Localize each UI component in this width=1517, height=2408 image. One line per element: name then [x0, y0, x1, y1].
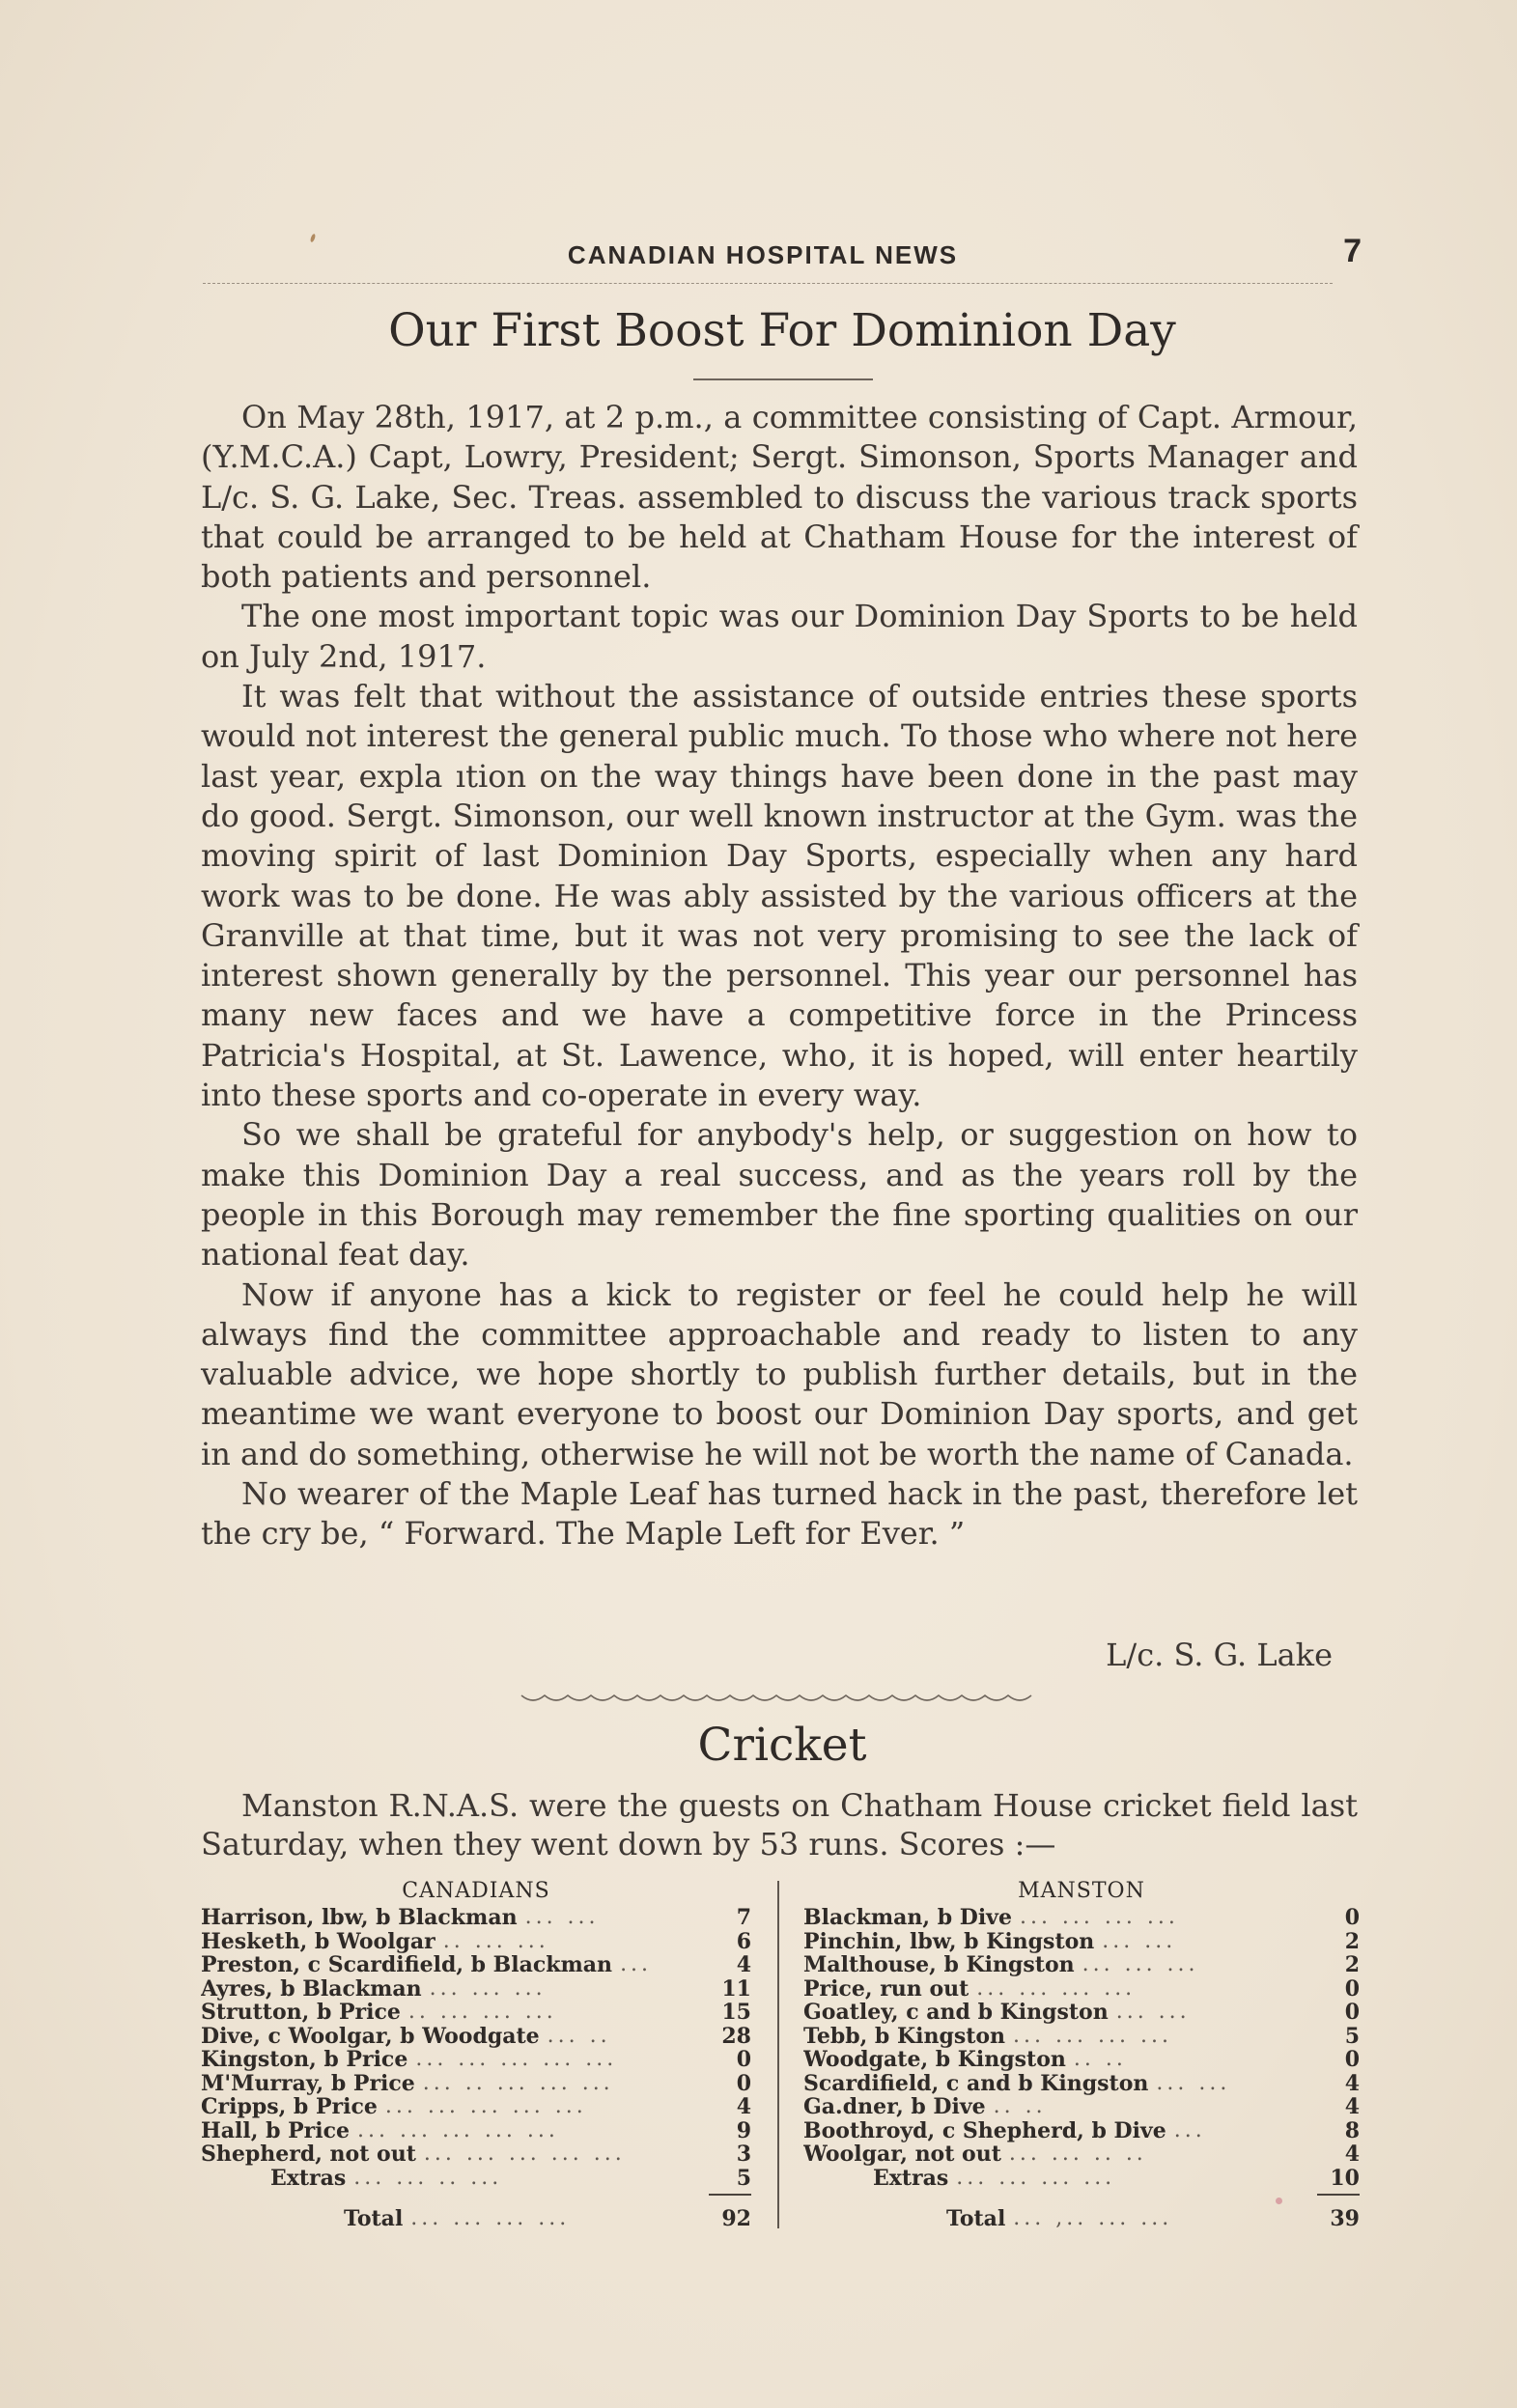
- runs: 0: [1344, 1975, 1360, 2002]
- wavy-divider: [520, 1688, 1046, 1707]
- batsman: Scardifield, c and b Kingston: [803, 2071, 1149, 2095]
- dot-leader: ... ...: [524, 1906, 600, 1929]
- dot-leader: ... ...: [1156, 2071, 1231, 2095]
- runs: 5: [1344, 2023, 1360, 2049]
- dot-leader: .. ..: [1073, 2048, 1127, 2071]
- total-rule: [709, 2194, 751, 2196]
- batting-row: [201, 2072, 751, 2096]
- batting-row: [803, 2142, 1360, 2167]
- runs: 4: [1344, 2094, 1360, 2119]
- total-rule: [1317, 2194, 1360, 2196]
- runs: 0: [1344, 2000, 1360, 2025]
- batsman: Ga.dner, b Dive: [803, 2095, 986, 2119]
- article-body: [201, 398, 1358, 1554]
- total-label: Total: [344, 2207, 404, 2231]
- batting-row: [201, 2119, 751, 2143]
- total-runs: 39: [1330, 2206, 1360, 2231]
- batting-row: [803, 2048, 1360, 2072]
- dot-leader: ... ... ... ... ...: [384, 2095, 587, 2118]
- runs: 4: [736, 2094, 751, 2119]
- runs: 3: [736, 2142, 751, 2167]
- batting-row: [803, 2095, 1360, 2119]
- team-name: CANADIANS: [402, 1879, 550, 1903]
- batsman: Cripps, b Price: [201, 2095, 378, 2119]
- article-signature: L/c. S. G. Lake: [1106, 1637, 1333, 1673]
- batsman: Kingston, b Price: [201, 2048, 408, 2072]
- running-head: [203, 233, 1362, 294]
- runs: 8: [1344, 2117, 1360, 2143]
- total-row: [803, 2207, 1360, 2231]
- runs: 4: [1344, 2142, 1360, 2167]
- total-runs: 92: [721, 2206, 751, 2231]
- dot-leader: .. ... ... ...: [407, 2001, 557, 2024]
- team-name: MANSTON: [1018, 1879, 1145, 1903]
- paragraph: It was felt that without the assistance of outside entries these sports would not interest the general public much. To those who where not here last year, expla ıtion on the way things have been done in the past may do good. Sergt. Simonson, our well known instructor at the Gym. was the moving spirit of last Dominion Day Sports, especially when any hard work was to be done. He was ably assisted by the various officers at the Granville at that time, but it was not very promising to see the lack of interest shown generally by the personnel. This year our personnel has many new faces and we have a competitive force in the Princess Patricia's Hospital, at St. Lawence, who, it is hoped, will enter heartily into these sports and co-operate in every way.: [201, 678, 1358, 1114]
- scorecard-manston: [803, 1881, 1360, 2238]
- batting-row: [201, 2025, 751, 2049]
- cricket-title: Cricket: [697, 1719, 867, 1772]
- dot-leader: ... ...: [1102, 1929, 1177, 1953]
- column-divider: [777, 1881, 779, 2228]
- dot-leader: ... ... ... ... ...: [357, 2118, 559, 2142]
- batsman: Woolgar, not out: [803, 2142, 1001, 2167]
- dot-leader: ... ... ... ...: [976, 1976, 1137, 2001]
- batting-row: [201, 1953, 751, 1977]
- dot-leader: .. ..: [993, 2095, 1047, 2118]
- batsman: Goatley, c and b Kingston: [803, 2001, 1109, 2025]
- batsman: Malthouse, b Kingston: [803, 1953, 1075, 1977]
- dot-leader: ... ..: [547, 2024, 611, 2048]
- batsman: Price, run out: [803, 1976, 969, 2001]
- extras-label: Extras: [270, 2166, 347, 2190]
- batsman: Strutton, b Price: [201, 2001, 401, 2025]
- dot-leader: ... .. ... ... ...: [422, 2071, 614, 2095]
- batting-row: [803, 2001, 1360, 2025]
- extras-row: [803, 2167, 1360, 2191]
- extras-runs: 5: [736, 2165, 751, 2191]
- batsman: Hall, b Price: [201, 2118, 350, 2142]
- header-rule: [203, 283, 1333, 284]
- batting-row: [201, 2142, 751, 2167]
- batting-row: [803, 2072, 1360, 2096]
- batsman: Hesketh, b Woolgar: [201, 1929, 435, 1953]
- dot-leader: ... ... ...: [1082, 1953, 1199, 1976]
- dot-leader: ... ,.. ... ...: [1013, 2207, 1173, 2230]
- runs: 0: [1344, 1905, 1360, 1930]
- paragraph: No wearer of the Maple Leaf has turned hack in the past, therefore let the cry be, “ Forward. The Maple Left for Ever. ”: [201, 1475, 1358, 1553]
- batting-row: [201, 1906, 751, 1930]
- runs: 0: [736, 2070, 751, 2096]
- batsman: Harrison, lbw, b Blackman: [201, 1906, 518, 1930]
- dot-leader: ... ... ... ...: [956, 2166, 1116, 2190]
- dot-leader: ... ... ...: [429, 1976, 547, 2001]
- dot-leader: .. ... ...: [442, 1929, 549, 1953]
- batting-row: [803, 1930, 1360, 1954]
- batting-row: [201, 1930, 751, 1954]
- batting-row: [803, 1953, 1360, 1977]
- dot-leader: ...: [620, 1953, 653, 1976]
- runs: 6: [736, 1928, 751, 1954]
- dot-leader: ...: [1173, 2118, 1206, 2142]
- running-title: CANADIAN HOSPITAL NEWS: [567, 240, 959, 269]
- batting-row: [201, 2048, 751, 2072]
- article-title: Our First Boost For Dominion Day: [388, 304, 1176, 357]
- total-row: [201, 2207, 751, 2231]
- page-number: 7: [1343, 233, 1362, 269]
- dot-leader: ... ... .. ..: [1008, 2142, 1147, 2166]
- dot-leader: ... ... ... ... ...: [423, 2142, 626, 2166]
- paragraph: On May 28th, 1917, at 2 p.m., a committee consisting of Capt. Armour, (Y.M.C.A.) Capt, Lowry, President; Sergt. Simonson, Sports Manager and L/c. S. G. Lake, Sec. Treas. assembled to discuss the various track sports that could be arranged to be held at Chatham House for the interest of both patients and personnel.: [201, 399, 1358, 596]
- dot-leader: ... ... ... ...: [410, 2207, 571, 2230]
- batsman: Ayres, b Blackman: [201, 1976, 422, 2001]
- dot-leader: ... ... ... ... ...: [415, 2048, 618, 2071]
- runs: 11: [721, 1975, 751, 2002]
- scorecard-canadians: [201, 1881, 751, 2238]
- batting-row: [201, 2001, 751, 2025]
- batsman: M'Murray, b Price: [201, 2071, 415, 2095]
- runs: 7: [736, 1905, 751, 1930]
- batsman: Woodgate, b Kingston: [803, 2048, 1066, 2072]
- runs: 15: [721, 2000, 751, 2025]
- runs: 0: [1344, 2047, 1360, 2072]
- batsman: Preston, c Scardifield, b Blackman: [201, 1953, 613, 1977]
- runs: 4: [1344, 2070, 1360, 2096]
- batting-row: [201, 1977, 751, 2002]
- batsman: Boothroyd, c Shepherd, b Dive: [803, 2118, 1166, 2142]
- batting-row: [201, 2095, 751, 2119]
- cricket-intro: [201, 1786, 1358, 1863]
- runs: 2: [1344, 1928, 1360, 1954]
- extras-label: Extras: [873, 2166, 949, 2190]
- paragraph: Now if anyone has a kick to register or feel he could help he will always find the committee approachable and ready to listen to any valuable advice, we hope shortly to publish further details, but in the meantime we want everyone to boost our Dominion Day sports, and get in and do something, otherwise he will not be worth the name of Canada.: [201, 1275, 1358, 1472]
- wavy-divider-line: [521, 1695, 1031, 1700]
- batting-row: [803, 1977, 1360, 2002]
- dot-leader: ... ...: [1115, 2001, 1191, 2024]
- batting-row: [803, 2025, 1360, 2049]
- extras-runs: 10: [1330, 2165, 1360, 2191]
- batsman: Tebb, b Kingston: [803, 2024, 1006, 2048]
- total-label: Total: [946, 2207, 1006, 2231]
- batsman: Blackman, b Dive: [803, 1906, 1012, 1930]
- batsman: Shepherd, not out: [201, 2142, 416, 2167]
- dot-leader: ... ... .. ...: [353, 2166, 503, 2190]
- runs: 9: [736, 2117, 751, 2143]
- batting-row: [803, 2119, 1360, 2143]
- batsman: Dive, c Woolgar, b Woodgate: [201, 2024, 540, 2048]
- paragraph: So we shall be grateful for anybody's help, or suggestion on how to make this Dominion Day a real success, and as the years roll by the people in this Borough may remember the fine sporting qualities on our national feat day.: [201, 1116, 1358, 1274]
- runs: 2: [1344, 1952, 1360, 1977]
- title-rule: [693, 378, 873, 380]
- extras-row: [201, 2167, 751, 2191]
- dot-leader: ... ... ... ...: [1013, 2024, 1172, 2048]
- runs: 4: [736, 1952, 751, 1977]
- paragraph: The one most important topic was our Dominion Day Sports to be held on July 2nd, 1917.: [201, 598, 1358, 675]
- runs: 28: [721, 2023, 751, 2049]
- batsman: Pinchin, lbw, b Kingston: [803, 1929, 1095, 1953]
- cricket-intro-text: Manston R.N.A.S. were the guests on Chatham House cricket field last Saturday, when they went down by 53 runs. Scores :—: [201, 1787, 1358, 1862]
- runs: 0: [736, 2047, 751, 2072]
- batting-row: [803, 1906, 1360, 1930]
- dot-leader: ... ... ... ...: [1019, 1906, 1179, 1929]
